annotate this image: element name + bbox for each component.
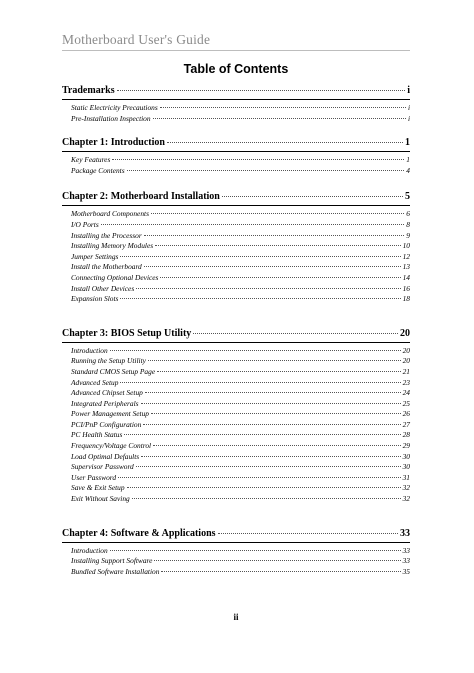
dot-leader	[132, 498, 401, 499]
toc-heading-page: i	[407, 85, 410, 96]
toc-entry-label: Connecting Optional Devices	[71, 272, 159, 282]
toc-entry-label: Pre-Installation Inspection	[71, 113, 151, 123]
dot-leader	[222, 196, 403, 197]
toc-entry-label: Installing Memory Modules	[71, 241, 154, 251]
dot-leader	[151, 213, 404, 214]
dot-leader	[154, 560, 400, 561]
toc-entry[interactable]	[62, 430, 410, 441]
toc-entry[interactable]	[62, 231, 410, 242]
dot-leader	[141, 456, 400, 457]
toc-entry-page: 10	[402, 241, 410, 251]
toc-entry[interactable]	[62, 241, 410, 252]
section-rule	[62, 99, 410, 100]
toc-entry-label: PC Health Status	[71, 430, 123, 440]
toc-entry-page: 23	[402, 377, 410, 387]
toc-title: Table of Contents	[183, 62, 289, 76]
dot-leader	[120, 298, 400, 299]
dot-leader	[218, 533, 398, 534]
toc-entry-page: 20	[402, 345, 410, 355]
toc-heading-label: Chapter 3: BIOS Setup Utility	[62, 327, 192, 339]
toc-entry-page: 28	[402, 430, 410, 440]
toc-entry-label: Expansion Slots	[71, 294, 119, 304]
dot-leader	[153, 445, 400, 446]
dot-leader	[124, 434, 400, 435]
toc-section-heading[interactable]	[62, 190, 410, 204]
toc-entry-page: 13	[402, 262, 410, 272]
toc-entry[interactable]	[62, 262, 410, 273]
dot-leader	[127, 170, 405, 171]
section-spacer	[62, 305, 410, 327]
dot-leader	[151, 413, 401, 414]
toc-entry-page: 6	[406, 209, 410, 219]
toc-entry-label: Standard CMOS Setup Page	[71, 366, 156, 376]
toc-entry-page: 8	[406, 219, 410, 229]
dot-leader	[153, 118, 406, 119]
dot-leader	[193, 333, 398, 334]
toc-entry-label: Install Other Devices	[71, 283, 135, 293]
toc-entry-page: 16	[402, 283, 410, 293]
dot-leader	[136, 288, 400, 289]
toc-entry[interactable]	[62, 494, 410, 505]
toc-heading-label: Chapter 4: Software & Applications	[62, 527, 216, 539]
toc-heading-page: 1	[405, 137, 410, 149]
toc-entry-page: 4	[406, 165, 410, 175]
dot-leader	[136, 466, 401, 467]
dot-leader	[110, 550, 401, 551]
toc-entry[interactable]	[62, 452, 410, 463]
toc-entry-page: 26	[402, 409, 410, 419]
toc-entry[interactable]	[62, 273, 410, 284]
toc-entry[interactable]	[62, 209, 410, 220]
toc-heading-page: 20	[400, 327, 410, 339]
dot-leader	[144, 235, 405, 236]
toc-entry[interactable]	[62, 420, 410, 431]
toc-section-heading[interactable]	[62, 327, 410, 341]
toc-entry-page: i	[407, 103, 410, 112]
toc-entry-label: Load Optimal Defaults	[71, 451, 140, 461]
toc-entry-label: Bundled Software Installation	[71, 566, 160, 576]
toc-entry[interactable]	[62, 166, 410, 177]
dot-leader	[120, 256, 400, 257]
toc-section-heading[interactable]	[62, 84, 410, 98]
toc-entry-page: 35	[402, 566, 410, 576]
dot-leader	[101, 224, 405, 225]
toc-entry-page: 30	[402, 451, 410, 461]
toc-entry-label: PCI/PnP Configuration	[71, 419, 142, 429]
dot-leader	[155, 245, 401, 246]
toc-entry[interactable]	[62, 294, 410, 305]
toc-entry[interactable]	[62, 220, 410, 231]
toc-entry-label: Running the Setup Utility	[71, 356, 146, 366]
toc-entry[interactable]	[62, 367, 410, 378]
toc-entry[interactable]	[62, 567, 410, 578]
toc-entry-label: Frequency/Voltage Control	[71, 441, 152, 451]
toc-entry[interactable]	[62, 399, 410, 410]
toc-entry-label: I/O Ports	[71, 219, 99, 229]
toc-heading-label: Trademarks	[62, 85, 115, 96]
toc-entry-label: Power Management Setup	[71, 409, 149, 419]
dot-leader	[161, 571, 400, 572]
toc-entry[interactable]	[62, 546, 410, 557]
toc-heading-page: 5	[405, 191, 410, 203]
toc-entry[interactable]	[62, 462, 410, 473]
toc-entry-page: 33	[402, 556, 410, 566]
section-spacer	[62, 505, 410, 527]
toc-entry-label: Integrated Peripherals	[71, 398, 139, 408]
toc-entry[interactable]	[62, 483, 410, 494]
toc-entry-page: 27	[402, 419, 410, 429]
toc-entry-label: Key Features	[71, 155, 111, 165]
section-rule	[62, 205, 410, 206]
page-number: ii	[233, 612, 239, 622]
dot-leader	[112, 159, 404, 160]
toc-entry-page: 32	[402, 483, 410, 493]
toc-entry[interactable]	[62, 252, 410, 263]
toc-entry-page: 20	[402, 356, 410, 366]
toc-section-heading[interactable]	[62, 136, 410, 150]
toc-entry[interactable]	[62, 409, 410, 420]
dot-leader	[141, 403, 401, 404]
toc-entry[interactable]	[62, 556, 410, 567]
section-spacer	[62, 124, 410, 136]
section-rule	[62, 151, 410, 152]
toc-entry-page: 25	[402, 398, 410, 408]
toc-entry-label: Exit Without Saving	[71, 494, 130, 504]
dot-leader	[157, 371, 401, 372]
toc-entry-label: Supervisor Password	[71, 462, 134, 472]
toc-entry-page: 24	[402, 388, 410, 398]
toc-entry[interactable]	[62, 103, 410, 114]
toc-entry-page: 9	[406, 230, 410, 240]
toc-entry[interactable]	[62, 155, 410, 166]
toc-entry[interactable]	[62, 441, 410, 452]
toc-entry-label: Motherboard Components	[71, 209, 149, 219]
section-rule	[62, 542, 410, 543]
toc-heading-page: 33	[400, 527, 410, 539]
toc-entry-page: 30	[402, 462, 410, 472]
toc-entry[interactable]	[62, 284, 410, 295]
dot-leader	[118, 477, 401, 478]
toc-entry[interactable]	[62, 346, 410, 357]
toc-entry-page: 32	[402, 494, 410, 504]
toc-entry-label: Package Contents	[71, 165, 125, 175]
toc-entry-label: Jumper Settings	[71, 251, 119, 261]
toc-entry[interactable]	[62, 378, 410, 389]
toc-entry-page: i	[407, 113, 410, 123]
toc-entry-page: 21	[402, 366, 410, 376]
dot-leader	[117, 90, 406, 91]
toc-entry-page: 12	[402, 251, 410, 261]
dot-leader	[110, 350, 401, 351]
dot-leader	[120, 382, 400, 383]
toc-entry[interactable]	[62, 114, 410, 125]
toc-entry[interactable]	[62, 356, 410, 367]
dot-leader	[145, 392, 401, 393]
toc-entry[interactable]	[62, 388, 410, 399]
toc-section-heading[interactable]	[62, 527, 410, 541]
dot-leader	[143, 424, 400, 425]
section-spacer	[62, 176, 410, 190]
dot-leader	[148, 360, 401, 361]
header-rule	[62, 50, 410, 51]
toc-entry[interactable]	[62, 473, 410, 484]
toc-entry-label: Install the Motherboard	[71, 262, 142, 272]
toc-heading-label: Chapter 1: Introduction	[62, 137, 165, 149]
running-header: Motherboard User's Guide	[62, 32, 211, 47]
toc-entry-label: Installing the Processor	[71, 230, 142, 240]
toc-entry-label: Save & Exit Setup	[71, 483, 125, 493]
toc-entry-page: 18	[402, 294, 410, 304]
dot-leader	[167, 142, 403, 143]
toc-entry-page: 1	[406, 155, 410, 165]
toc-entry-label: Advanced Setup	[71, 377, 119, 387]
toc-entry-label: Introduction	[71, 345, 108, 355]
dot-leader	[160, 277, 400, 278]
dot-leader	[160, 107, 406, 108]
toc-entry-label: Introduction	[71, 545, 108, 555]
section-rule	[62, 342, 410, 343]
toc-entry-page: 33	[402, 545, 410, 555]
toc-entry-label: User Password	[71, 472, 117, 482]
toc-entry-page: 29	[402, 441, 410, 451]
toc-entry-label: Static Electricity Precautions	[71, 103, 158, 112]
toc-entry-label: Advanced Chipset Setup	[71, 388, 143, 398]
toc-entry-page: 14	[402, 272, 410, 282]
toc-heading-label: Chapter 2: Motherboard Installation	[62, 191, 220, 203]
table-of-contents	[62, 84, 410, 577]
dot-leader	[127, 487, 401, 488]
toc-entry-label: Installing Support Software	[71, 556, 153, 566]
toc-entry-page: 31	[402, 472, 410, 482]
dot-leader	[144, 266, 401, 267]
